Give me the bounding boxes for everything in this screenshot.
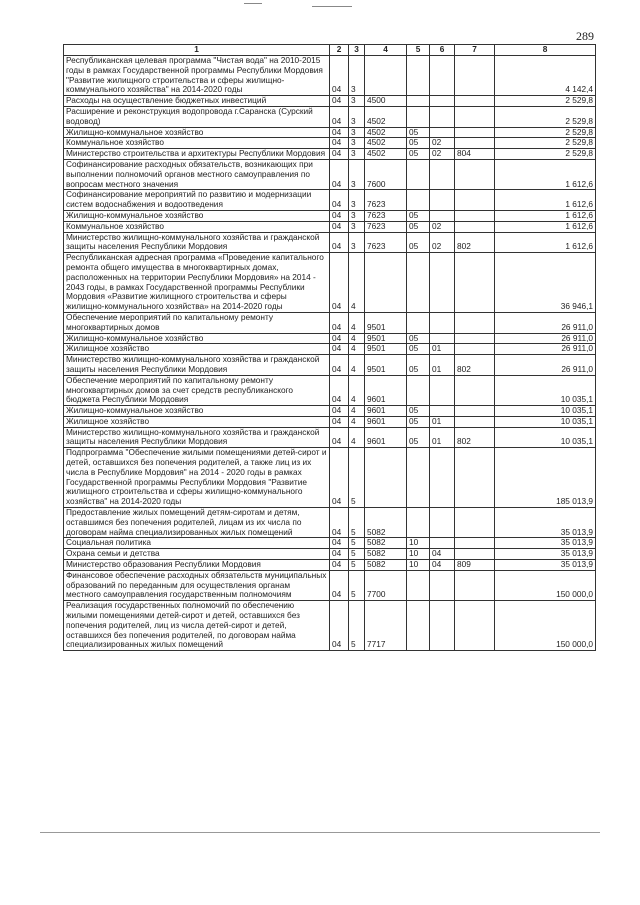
- amount-cell: 2 529,8: [495, 138, 596, 149]
- code-cell: [455, 570, 495, 600]
- amount-cell: 1 612,6: [495, 159, 596, 189]
- table-row: [64, 106, 596, 127]
- code-cell: 4502: [365, 127, 407, 138]
- column-header: 8: [495, 45, 596, 56]
- code-cell: [455, 375, 495, 405]
- page-bottom-rule: [40, 832, 600, 833]
- code-cell: 05: [407, 406, 430, 417]
- code-cell: 04: [330, 508, 349, 538]
- code-cell: 01: [430, 427, 455, 448]
- amount-cell: 185 013,9: [495, 448, 596, 508]
- code-cell: 4: [349, 427, 365, 448]
- code-cell: 5082: [365, 549, 407, 560]
- code-cell: 7700: [365, 570, 407, 600]
- amount-cell: 1 612,6: [495, 221, 596, 232]
- code-cell: [430, 448, 455, 508]
- code-cell: [455, 96, 495, 107]
- row-name-cell: Министерство жилищно-коммунального хозяйства и гражданской защиты населения Республики Мордовия: [64, 355, 330, 376]
- code-cell: 02: [430, 149, 455, 160]
- code-cell: 05: [407, 333, 430, 344]
- column-header: 7: [455, 45, 495, 56]
- code-cell: 05: [407, 149, 430, 160]
- code-cell: [430, 406, 455, 417]
- code-cell: 04: [330, 221, 349, 232]
- row-name-cell: Расширение и реконструкция водопровода г.Саранска (Сурский водовод): [64, 106, 330, 127]
- table-row: [64, 570, 596, 600]
- code-cell: 04: [330, 127, 349, 138]
- row-name-cell: Коммунальное хозяйство: [64, 138, 330, 149]
- amount-cell: 26 911,0: [495, 312, 596, 333]
- code-cell: 04: [330, 56, 349, 96]
- amount-cell: 2 529,8: [495, 149, 596, 160]
- code-cell: 4: [349, 333, 365, 344]
- column-header: 1: [64, 45, 330, 56]
- code-cell: 04: [430, 560, 455, 571]
- code-cell: [455, 159, 495, 189]
- code-cell: 3: [349, 190, 365, 211]
- table-row: [64, 549, 596, 560]
- code-cell: 04: [330, 538, 349, 549]
- code-cell: 10: [407, 549, 430, 560]
- amount-cell: 2 529,8: [495, 96, 596, 107]
- code-cell: 04: [330, 106, 349, 127]
- column-header: 5: [407, 45, 430, 56]
- code-cell: [407, 56, 430, 96]
- row-name-cell: Софинансирование расходных обязательств, возникающих при выполнении полномочий органов местного самоуправления по вопросам местного значения: [64, 159, 330, 189]
- row-name-cell: Коммунальное хозяйство: [64, 221, 330, 232]
- code-cell: [455, 210, 495, 221]
- code-cell: 04: [430, 549, 455, 560]
- row-name-cell: Финансовое обеспечение расходных обязательств муниципальных образований по переданным для осуществления органам местного самоуправления государственным полномочиям: [64, 570, 330, 600]
- row-name-cell: Охрана семьи и детства: [64, 549, 330, 560]
- code-cell: [430, 508, 455, 538]
- table-row: [64, 221, 596, 232]
- code-cell: [407, 190, 430, 211]
- code-cell: 7623: [365, 210, 407, 221]
- amount-cell: 4 142,4: [495, 56, 596, 96]
- code-cell: [365, 448, 407, 508]
- code-cell: 7717: [365, 601, 407, 651]
- column-header: 3: [349, 45, 365, 56]
- table-row: [64, 560, 596, 571]
- table-row: [64, 127, 596, 138]
- code-cell: 04: [330, 570, 349, 600]
- code-cell: [407, 96, 430, 107]
- code-cell: 05: [407, 221, 430, 232]
- table-row: [64, 190, 596, 211]
- amount-cell: 26 911,0: [495, 355, 596, 376]
- row-name-cell: Расходы на осуществление бюджетных инвестиций: [64, 96, 330, 107]
- code-cell: 04: [330, 149, 349, 160]
- code-cell: 9501: [365, 344, 407, 355]
- amount-cell: 10 035,1: [495, 406, 596, 417]
- code-cell: [455, 312, 495, 333]
- code-cell: [430, 159, 455, 189]
- row-name-cell: Министерство жилищно-коммунального хозяйства и гражданской защиты населения Республики Мордовия: [64, 232, 330, 253]
- code-cell: 04: [330, 333, 349, 344]
- table-header-row: [64, 45, 596, 56]
- code-cell: [430, 190, 455, 211]
- table-row: [64, 601, 596, 651]
- row-name-cell: Обеспечение мероприятий по капитальному ремонту многоквартирных домов: [64, 312, 330, 333]
- code-cell: 02: [430, 221, 455, 232]
- code-cell: 04: [330, 549, 349, 560]
- row-name-cell: Жилищно-коммунальное хозяйство: [64, 210, 330, 221]
- code-cell: 4: [349, 253, 365, 313]
- table-row: [64, 375, 596, 405]
- code-cell: 5: [349, 538, 365, 549]
- code-cell: [365, 56, 407, 96]
- table-row: [64, 253, 596, 313]
- code-cell: [430, 106, 455, 127]
- code-cell: [455, 549, 495, 560]
- code-cell: 04: [330, 210, 349, 221]
- amount-cell: 1 612,6: [495, 190, 596, 211]
- code-cell: 4502: [365, 106, 407, 127]
- code-cell: 3: [349, 221, 365, 232]
- table-row: [64, 427, 596, 448]
- code-cell: 05: [407, 232, 430, 253]
- code-cell: 04: [330, 253, 349, 313]
- code-cell: 802: [455, 232, 495, 253]
- scan-mark: [244, 3, 262, 4]
- column-header: 2: [330, 45, 349, 56]
- code-cell: 3: [349, 56, 365, 96]
- code-cell: 3: [349, 96, 365, 107]
- code-cell: 04: [330, 416, 349, 427]
- code-cell: 05: [407, 344, 430, 355]
- column-header: 4: [365, 45, 407, 56]
- code-cell: [455, 448, 495, 508]
- code-cell: 9501: [365, 333, 407, 344]
- code-cell: 04: [330, 560, 349, 571]
- code-cell: [407, 448, 430, 508]
- code-cell: 04: [330, 232, 349, 253]
- row-name-cell: Обеспечение мероприятий по капитальному ремонту многоквартирных домов за счет средств республиканского бюджета Республики Мордовия: [64, 375, 330, 405]
- code-cell: 7623: [365, 190, 407, 211]
- code-cell: 4502: [365, 138, 407, 149]
- row-name-cell: Реализация государственных полномочий по обеспечению жилыми помещениями детей-сирот и детей, оставшихся без попечения родителей, лиц из числа детей-сирот и детей, оставшихся без попечения родителей, по договорам найма специализированных жилых помещений: [64, 601, 330, 651]
- code-cell: 05: [407, 127, 430, 138]
- code-cell: [430, 210, 455, 221]
- code-cell: 04: [330, 448, 349, 508]
- code-cell: [455, 333, 495, 344]
- amount-cell: 150 000,0: [495, 601, 596, 651]
- code-cell: 9501: [365, 355, 407, 376]
- row-name-cell: Жилищное хозяйство: [64, 416, 330, 427]
- code-cell: [407, 570, 430, 600]
- table-row: [64, 96, 596, 107]
- code-cell: 4500: [365, 96, 407, 107]
- code-cell: 802: [455, 427, 495, 448]
- code-cell: [455, 221, 495, 232]
- code-cell: [455, 344, 495, 355]
- code-cell: 04: [330, 406, 349, 417]
- code-cell: [455, 138, 495, 149]
- code-cell: 02: [430, 138, 455, 149]
- code-cell: 5: [349, 570, 365, 600]
- amount-cell: 2 529,8: [495, 127, 596, 138]
- code-cell: 5082: [365, 560, 407, 571]
- code-cell: [365, 253, 407, 313]
- code-cell: [455, 416, 495, 427]
- code-cell: 7600: [365, 159, 407, 189]
- code-cell: [455, 253, 495, 313]
- row-name-cell: Жилищно-коммунальное хозяйство: [64, 406, 330, 417]
- code-cell: [455, 106, 495, 127]
- table-row: [64, 210, 596, 221]
- code-cell: [455, 127, 495, 138]
- code-cell: 4: [349, 355, 365, 376]
- table-row: [64, 416, 596, 427]
- code-cell: [430, 375, 455, 405]
- page-number: 289: [576, 29, 594, 43]
- table-row: [64, 312, 596, 333]
- code-cell: [430, 253, 455, 313]
- table-row: [64, 538, 596, 549]
- amount-cell: 1 612,6: [495, 232, 596, 253]
- code-cell: [455, 508, 495, 538]
- code-cell: 5: [349, 549, 365, 560]
- code-cell: 3: [349, 106, 365, 127]
- amount-cell: 1 612,6: [495, 210, 596, 221]
- code-cell: 804: [455, 149, 495, 160]
- code-cell: [455, 56, 495, 96]
- row-name-cell: Республиканская целевая программа "Чистая вода" на 2010-2015 годы в рамках Государственной программы Республики Мордовия "Развитие жилищного строительства и сферы жилищно-коммунального хозяйства" на 2014-2020 годы: [64, 56, 330, 96]
- row-name-cell: Министерство жилищно-коммунального хозяйства и гражданской защиты населения Республики Мордовия: [64, 427, 330, 448]
- row-name-cell: Социальная политика: [64, 538, 330, 549]
- table-row: [64, 149, 596, 160]
- code-cell: 9601: [365, 375, 407, 405]
- code-cell: 04: [330, 96, 349, 107]
- code-cell: 9501: [365, 312, 407, 333]
- code-cell: 04: [330, 344, 349, 355]
- code-cell: [407, 375, 430, 405]
- code-cell: [430, 570, 455, 600]
- scan-mark: [312, 6, 352, 7]
- row-name-cell: Министерство строительства и архитектуры Республики Мордовия: [64, 149, 330, 160]
- code-cell: 05: [407, 210, 430, 221]
- code-cell: 7623: [365, 232, 407, 253]
- code-cell: 4: [349, 416, 365, 427]
- code-cell: 7623: [365, 221, 407, 232]
- code-cell: 3: [349, 138, 365, 149]
- table-row: [64, 138, 596, 149]
- amount-cell: 10 035,1: [495, 375, 596, 405]
- code-cell: 04: [330, 138, 349, 149]
- table-row: [64, 333, 596, 344]
- code-cell: 04: [330, 601, 349, 651]
- code-cell: 4: [349, 375, 365, 405]
- code-cell: [407, 253, 430, 313]
- code-cell: [455, 601, 495, 651]
- table-row: [64, 56, 596, 96]
- code-cell: 05: [407, 427, 430, 448]
- code-cell: [407, 508, 430, 538]
- row-name-cell: Республиканская адресная программа «Проведение капитального ремонта общего имущества в многоквартирных домах, расположенных на территории Республики Мордовия» на 2014 - 2043 годы, в рамках Государственной программы Республики Мордовия «Развитие жилищного строительства и сферы жилищно-коммунального хозяйства» на 2014-2020 годы: [64, 253, 330, 313]
- code-cell: 10: [407, 560, 430, 571]
- code-cell: 3: [349, 232, 365, 253]
- code-cell: [430, 538, 455, 549]
- code-cell: [407, 312, 430, 333]
- code-cell: 5: [349, 560, 365, 571]
- code-cell: 4: [349, 406, 365, 417]
- code-cell: 9601: [365, 416, 407, 427]
- code-cell: [430, 56, 455, 96]
- code-cell: 9601: [365, 427, 407, 448]
- amount-cell: 35 013,9: [495, 560, 596, 571]
- code-cell: 3: [349, 127, 365, 138]
- amount-cell: 35 013,9: [495, 538, 596, 549]
- table-row: [64, 344, 596, 355]
- code-cell: 4: [349, 344, 365, 355]
- table-row: [64, 448, 596, 508]
- budget-table: [63, 44, 596, 651]
- table-row: [64, 508, 596, 538]
- amount-cell: 36 946,1: [495, 253, 596, 313]
- amount-cell: 35 013,9: [495, 549, 596, 560]
- code-cell: [407, 159, 430, 189]
- row-name-cell: Предоставление жилых помещений детям-сиротам и детям, оставшимся без попечения родителей, лицам из их числа по договорам найма специализированных жилых помещений: [64, 508, 330, 538]
- code-cell: 04: [330, 159, 349, 189]
- code-cell: 01: [430, 416, 455, 427]
- amount-cell: 2 529,8: [495, 106, 596, 127]
- code-cell: 05: [407, 416, 430, 427]
- code-cell: [430, 601, 455, 651]
- code-cell: 04: [330, 190, 349, 211]
- code-cell: 04: [330, 375, 349, 405]
- code-cell: 5: [349, 601, 365, 651]
- amount-cell: 150 000,0: [495, 570, 596, 600]
- code-cell: 5: [349, 448, 365, 508]
- row-name-cell: Жилищно-коммунальное хозяйство: [64, 127, 330, 138]
- amount-cell: 26 911,0: [495, 344, 596, 355]
- code-cell: 4502: [365, 149, 407, 160]
- table-row: [64, 159, 596, 189]
- row-name-cell: Министерство образования Республики Мордовия: [64, 560, 330, 571]
- code-cell: 05: [407, 138, 430, 149]
- code-cell: [430, 333, 455, 344]
- code-cell: [455, 406, 495, 417]
- code-cell: [430, 127, 455, 138]
- column-header: 6: [430, 45, 455, 56]
- code-cell: 10: [407, 538, 430, 549]
- amount-cell: 10 035,1: [495, 416, 596, 427]
- code-cell: [407, 601, 430, 651]
- code-cell: [407, 106, 430, 127]
- code-cell: 809: [455, 560, 495, 571]
- code-cell: [455, 190, 495, 211]
- row-name-cell: Софинансирование мероприятий по развитию и модернизации систем водоснабжения и водоотведения: [64, 190, 330, 211]
- code-cell: [430, 312, 455, 333]
- code-cell: 3: [349, 149, 365, 160]
- code-cell: 3: [349, 159, 365, 189]
- code-cell: [430, 96, 455, 107]
- code-cell: 05: [407, 355, 430, 376]
- code-cell: 5082: [365, 508, 407, 538]
- code-cell: 4: [349, 312, 365, 333]
- code-cell: 04: [330, 355, 349, 376]
- amount-cell: 35 013,9: [495, 508, 596, 538]
- table-row: [64, 406, 596, 417]
- code-cell: 3: [349, 210, 365, 221]
- table-row: [64, 232, 596, 253]
- row-name-cell: Жилищно-коммунальное хозяйство: [64, 333, 330, 344]
- amount-cell: 10 035,1: [495, 427, 596, 448]
- code-cell: 01: [430, 355, 455, 376]
- code-cell: 5082: [365, 538, 407, 549]
- code-cell: 9601: [365, 406, 407, 417]
- code-cell: 02: [430, 232, 455, 253]
- table-row: [64, 355, 596, 376]
- row-name-cell: Подпрограмма "Обеспечение жилыми помещениями детей-сирот и детей, оставшихся без попечения родителей, а также лиц из их числа в Республике Мордовия" на 2014 - 2020 годы в рамках Государственной программы Республики Мордовия "Развитие жилищного строительства и сферы жилищно-коммунального хозяйства" на 2014-2020 годы: [64, 448, 330, 508]
- code-cell: 802: [455, 355, 495, 376]
- code-cell: 5: [349, 508, 365, 538]
- row-name-cell: Жилищное хозяйство: [64, 344, 330, 355]
- code-cell: 01: [430, 344, 455, 355]
- code-cell: 04: [330, 312, 349, 333]
- amount-cell: 26 911,0: [495, 333, 596, 344]
- code-cell: 04: [330, 427, 349, 448]
- code-cell: [455, 538, 495, 549]
